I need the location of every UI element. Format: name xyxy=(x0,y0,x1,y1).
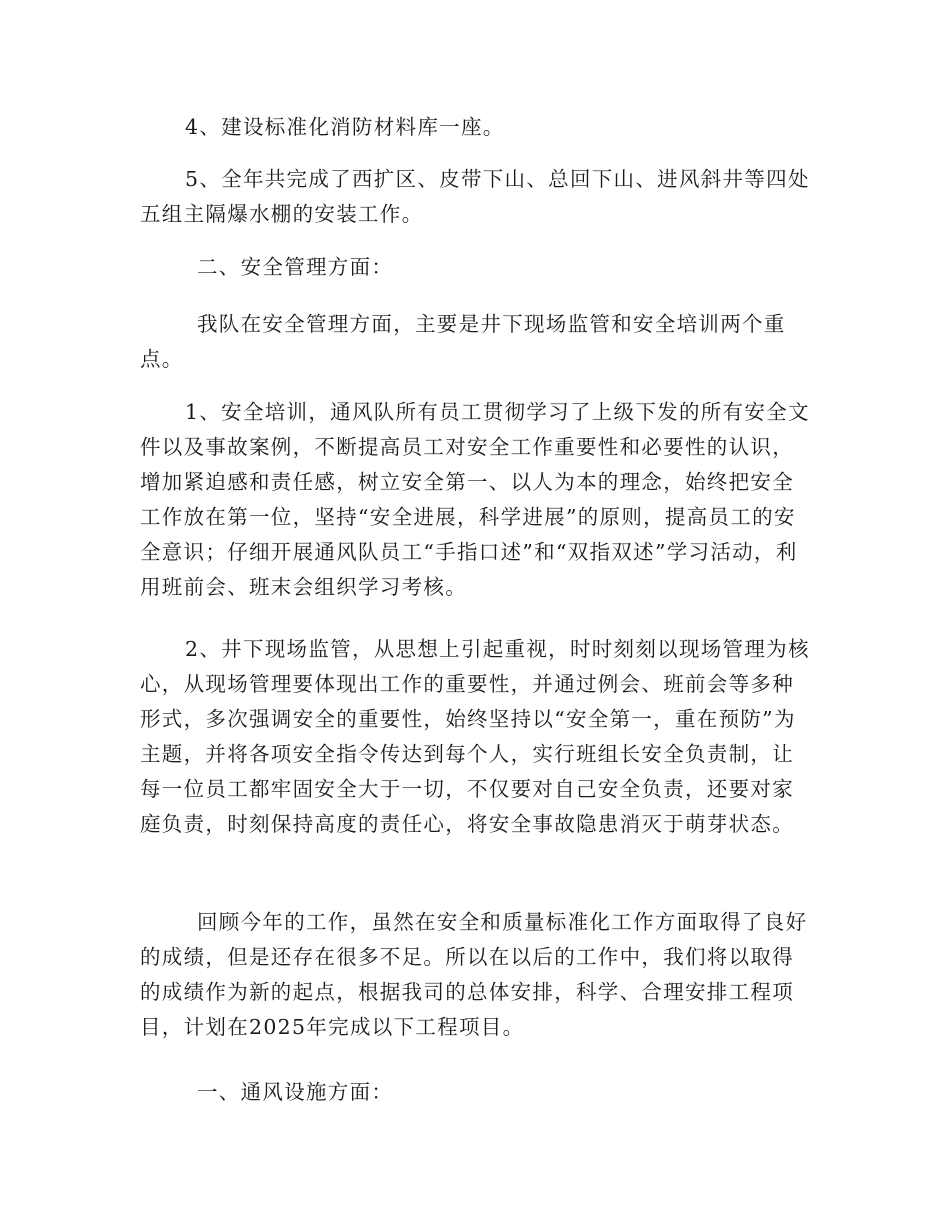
paragraph-safety-intro: 我队在安全管理方面，主要是井下现场监管和安全培训两个重点。 xyxy=(140,312,786,371)
paragraph-year-review: 回顾今年的工作，虽然在安全和质量标准化工作方面取得了良好的成绩，但是还存在很多不足。所以在以后的工作中，我们将以取得的成绩作为新的起点，根据我司的总体安排，科学、合理安排工程项目，计划在2025年完成以下工程项目。 xyxy=(140,910,808,1039)
paragraph-safety-training: 1、安全培训，通风队所有员工贯彻学习了上级下发的所有安全文件以及事故案例，不断提高员工对安全工作重要性和必要性的认识，增加紧迫感和责任感，树立安全第一、以人为本的理念，始终把安全工作放在第一位，坚持“安全进展，科学进展”的原则，提高员工的安全意识；仔细开展通风队员工“手指口述”和“双指双述”学习活动，利用班前会、班末会组织学习考核。 xyxy=(140,400,810,599)
paragraph-item-5-explosion-water-shed: 5、全年共完成了西扩区、皮带下山、总回下山、进风斜井等四处五组主隔爆水棚的安装工作。 xyxy=(140,167,810,226)
section-heading-safety-management: 二、安全管理方面： xyxy=(197,255,394,279)
paragraph-underground-supervision: 2、井下现场监管，从思想上引起重视，时时刻刻以现场管理为核心，从现场管理要体现出工作的重要性，并通过例会、班前会等多种形式，多次强调安全的重要性，始终坚持以“安全第一，重在预防”为主题，并将各项安全指令传达到每个人，实行班组长安全负责制，让每一位员工都牢固安全大于一切，不仅要对自己安全负责，还要对家庭负责，时刻保持高度的责任心，将安全事故隐患消灭于萌芽状态。 xyxy=(140,637,810,836)
paragraph-item-4-fire-materials: 4、建设标准化消防材料库一座。 xyxy=(185,115,505,139)
section-heading-ventilation-facilities: 一、通风设施方面： xyxy=(197,1080,394,1104)
